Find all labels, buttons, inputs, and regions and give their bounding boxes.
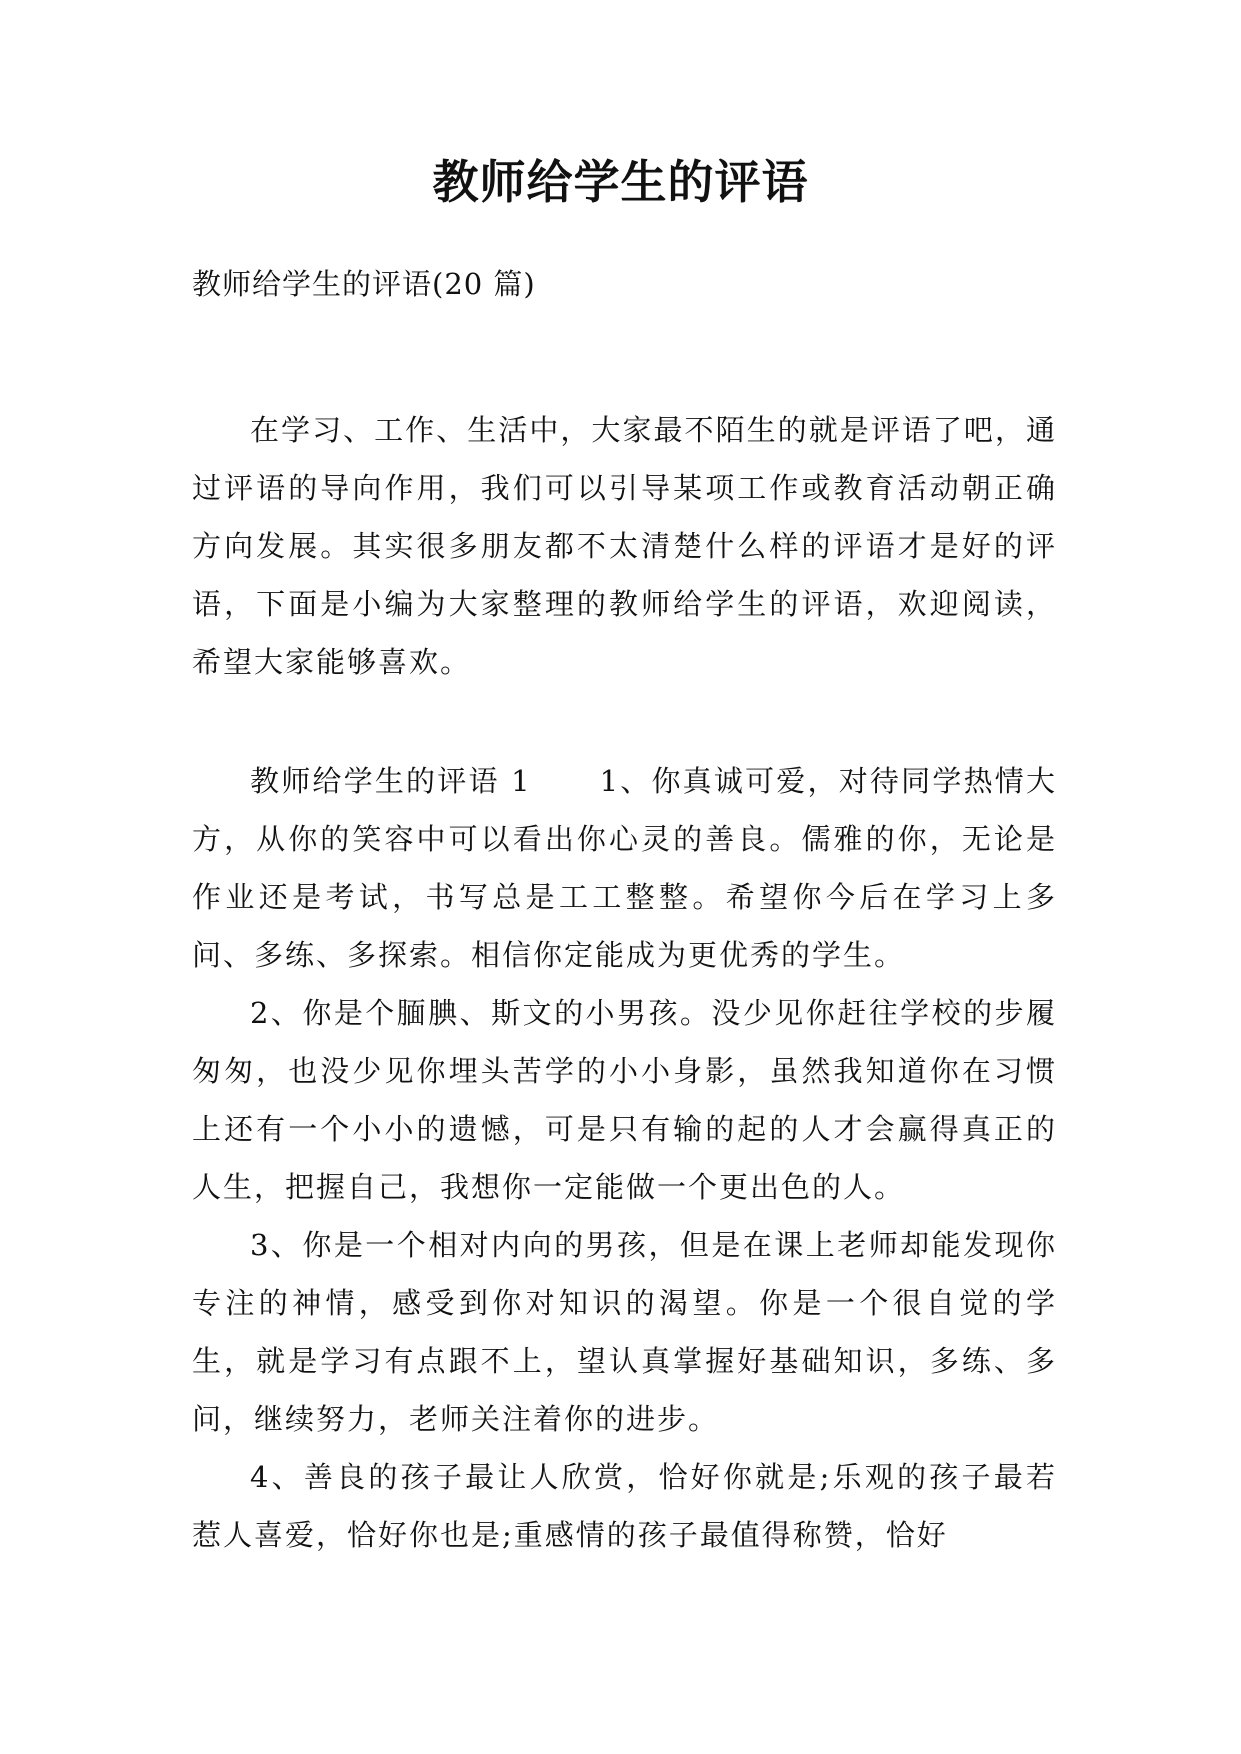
- intro-paragraph: 在学习、工作、生活中，大家最不陌生的就是评语了吧，通过评语的导向作用，我们可以引导某项工作或教育活动朝正确方向发展。其实很多朋友都不太清楚什么样的评语才是好的评语，下面是小编为大家整理的教师给学生的评语，欢迎阅读，希望大家能够喜欢。: [192, 413, 1057, 679]
- comment-paragraph-3: 3、你是一个相对内向的男孩，但是在课上老师却能发现你专注的神情，感受到你对知识的渴望。你是一个很自觉的学生，就是学习有点跟不上，望认真掌握好基础知识，多练、多问，继续努力，老师关注着你的进步。: [192, 1228, 1057, 1436]
- comments-section: [192, 752, 1057, 1564]
- document-title: 教师给学生的评语: [432, 155, 809, 209]
- document-subtitle: 教师给学生的评语(20 篇): [192, 267, 536, 301]
- comment-paragraph-1: [192, 752, 1057, 984]
- comment-paragraph-2: 2、你是个腼腆、斯文的小男孩。没少见你赶往学校的步履匆匆，也没少见你埋头苦学的小小身影，虽然我知道你在习惯上还有一个小小的遗憾，可是只有输的起的人才会赢得真正的人生，把握自己，我想你一定能做一个更出色的人。: [192, 996, 1057, 1204]
- section-heading: 教师给学生的评语 1: [250, 764, 532, 798]
- comment-text-1: 1、你真诚可爱，对待同学热情大方，从你的笑容中可以看出你心灵的善良。儒雅的你，无论是作业还是考试，书写总是工工整整。希望你今后在学习上多问、多练、多探索。相信你定能成为更优秀的学生。: [192, 764, 1057, 972]
- intro-section: [192, 401, 1057, 691]
- comment-paragraph-4: 4、善良的孩子最让人欣赏，恰好你就是;乐观的孩子最若惹人喜爱，恰好你也是;重感情的孩子最值得称赞，恰好: [192, 1460, 1057, 1552]
